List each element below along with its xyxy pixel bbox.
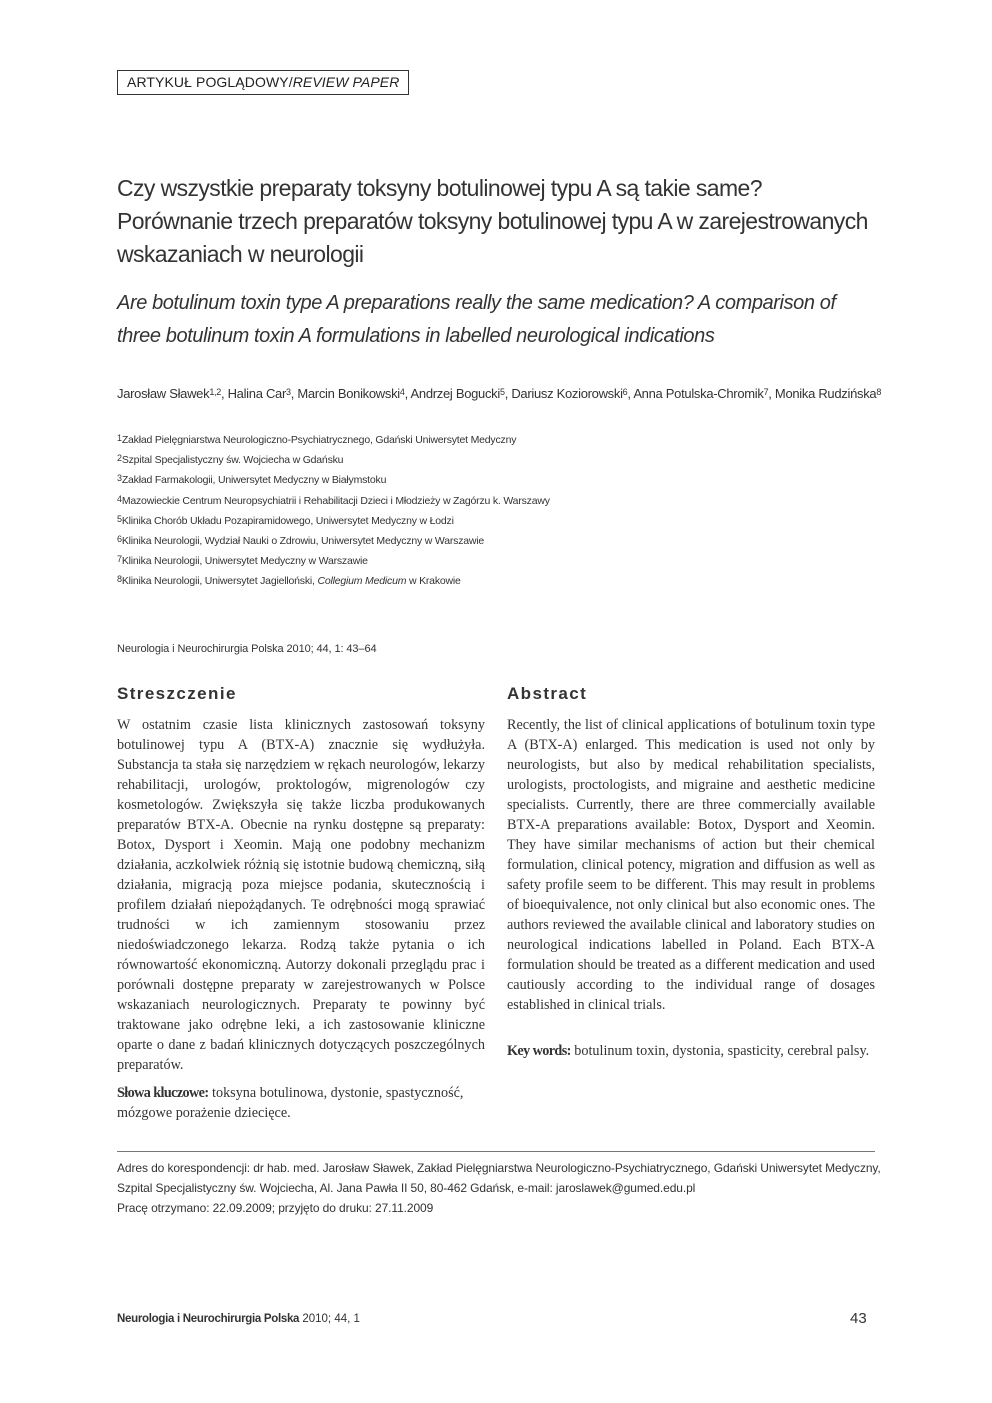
affiliation-item bbox=[117, 430, 877, 450]
author-separator: , bbox=[220, 386, 228, 401]
affiliation-number: 5 bbox=[117, 513, 122, 524]
author-affiliation-mark: 8 bbox=[876, 387, 882, 397]
affiliation-number: 1 bbox=[117, 433, 122, 443]
author-name: Marcin Bonikowski bbox=[297, 386, 400, 401]
correspondence-line-3: Pracę otrzymano: 22.09.2009; przyjęto do druku: 27.11.2009 bbox=[117, 1201, 434, 1215]
affiliation-list bbox=[117, 430, 877, 592]
author-separator: , bbox=[768, 386, 775, 401]
divider bbox=[117, 1151, 875, 1152]
affiliation-item bbox=[117, 470, 877, 490]
correspondence-line-2: Szpital Specjalistyczny św. Wojciecha, Al. Jana Pawła II 50, 80-462 Gdańsk, e-mail: jaroslawek@gumed.edu.pl bbox=[117, 1181, 696, 1195]
streszczenie-body: W ostatnim czasie lista klinicznych zastosowań toksyny botulinowej typu A (BTX-A) znacznie się wydłużyła. Substancja ta stała się narzędziem w rękach neurologów, lekarzy rehabilitacji, urologów, proktologów, migrenologów czy kosmetologów. Zwiększyła się także liczba produkowanych preparatów BTX-A. Obecnie na rynku dostępne są preparaty: Botox, Dysport i Xeomin. Mają one podobny mechanizm działania, aczkolwiek różnią się istotnie budową chemiczną, siłą działania, migracją poza miejsce podania, skutecznością i profilem działań niepożądanych. Te odrębności mogą sprawiać trudności w ich zamiennym stosowaniu przez niedoświadczonego lekarza. Rodzą także pytania o ich równowartość ekonomiczną. Autorzy dokonali przeglądu prac i porównali dostępne preparaty w zarejestrowanych w Polsce wskazaniach neurologicznych. Preparaty te powinny być traktowane jako odrębne leki, a ich zastosowanie kliniczne oparte o dane z badań klinicznych dotyczących poszczególnych preparatów. bbox=[117, 717, 485, 1073]
page-number: 43 bbox=[850, 1310, 867, 1327]
author-affiliation-mark: 7 bbox=[763, 387, 769, 397]
keywords-english-label: Key words: bbox=[507, 1043, 571, 1059]
affiliation-number: 6 bbox=[117, 534, 122, 545]
author-affiliation-mark: 5 bbox=[499, 387, 505, 397]
section-tag-regular: ARTYKUŁ POGLĄDOWY/ bbox=[127, 74, 293, 90]
affiliation-text: Klinika Neurologii, Uniwersytet Medyczny w Warszawie bbox=[121, 555, 368, 568]
author-affiliation-mark: 1,2 bbox=[209, 387, 221, 397]
affiliation-number: 3 bbox=[117, 473, 122, 484]
author-name: Jarosław Sławek bbox=[117, 386, 210, 401]
author-affiliation-mark: 4 bbox=[399, 387, 405, 397]
affiliation-number: 7 bbox=[117, 554, 122, 565]
keywords-polish-text: toksyna botulinowa, dystonie, spastyczność, mózgowe porażenie dziecięce. bbox=[117, 1085, 464, 1121]
streszczenie-heading: Streszczenie bbox=[117, 684, 237, 703]
affiliation-text: Klinika Neurologii, Wydział Nauki o Zdrowiu, Uniwersytet Medyczny w Warszawie bbox=[121, 535, 485, 548]
keywords-polish bbox=[117, 1083, 485, 1123]
citation: Neurologia i Neurochirurgia Polska 2010; 44, 1: 43–64 bbox=[117, 643, 377, 655]
author-name: Anna Potulska-Chromik bbox=[633, 386, 764, 401]
abstract-body: Recently, the list of clinical applications of botulinum toxin type A (BTX-A) enlarged. This medication is used not only by neurologists, but also by medical rehabilitation specialists, urologists, proctologists, and migraine and aesthetic medicine specialists. Currently, there are three commercially available BTX-A preparations available: Botox, Dysport and Xeomin. They have similar mechanisms of action but their chemical formulation, clinical potency, migration and diffusion as well as safety profile seem to be different. This may result in problems of bioequivalence, not only clinical but also economic ones. The authors reviewed the available clinical and laboratory studies on neurological indications labelled in Poland. Each BTX-A formulation should be treated as a different medication and used cautiously according to the individual range of dosages established in clinical trials. bbox=[507, 717, 875, 1013]
author-separator: , bbox=[504, 386, 512, 401]
footer-journal bbox=[117, 1313, 360, 1325]
affiliation-number: 8 bbox=[117, 574, 122, 585]
affiliation-number: 2 bbox=[117, 453, 122, 464]
author-affiliation-mark: 3 bbox=[286, 387, 291, 397]
keywords-polish-label: Słowa kluczowe: bbox=[117, 1085, 209, 1101]
affiliation-text: Klinika Neurologii, Uniwersytet Jagielloński, bbox=[121, 575, 318, 588]
affiliation-item bbox=[117, 551, 877, 571]
keywords-english bbox=[507, 1041, 882, 1061]
author-separator: , bbox=[290, 386, 298, 401]
affiliation-item bbox=[117, 511, 877, 531]
section-tag-italic: REVIEW PAPER bbox=[292, 74, 400, 90]
correspondence-line-1: Adres do korespondencji: dr hab. med. Jarosław Sławek, Zakład Pielęgniarstwa Neurologiczno-Psychiatrycznego, Gdański Uniwersytet Medyczny, bbox=[117, 1161, 881, 1175]
correspondence bbox=[117, 1158, 887, 1218]
author-separator: , bbox=[404, 386, 411, 401]
affiliation-item bbox=[117, 571, 877, 591]
affiliation-italic: Collegium Medicum bbox=[317, 575, 407, 588]
author-name: Dariusz Koziorowski bbox=[511, 386, 623, 401]
author-name: Andrzej Bogucki bbox=[410, 386, 500, 401]
affiliation-text-after: w Krakowie bbox=[406, 575, 461, 588]
abstract-heading: Abstract bbox=[507, 684, 588, 703]
title-polish: Czy wszystkie preparaty toksyny botulinowej typu A są takie same? Porównanie trzech preparatów toksyny botulinowej typu A w zarejestrowanych wskazaniach w neurologii bbox=[117, 175, 868, 267]
author-separator: , bbox=[627, 386, 634, 401]
author-name: Monika Rudzińska bbox=[774, 386, 877, 401]
affiliation-item bbox=[117, 531, 877, 551]
author-name: Halina Car bbox=[227, 386, 286, 401]
affiliation-number: 4 bbox=[117, 493, 122, 504]
footer-journal-issue: 2010; 44, 1 bbox=[299, 1313, 360, 1325]
affiliation-text: Zakład Pielęgniarstwa Neurologiczno-Psychiatrycznego, Gdański Uniwersytet Medyczny bbox=[121, 434, 517, 446]
keywords-english-text: botulinum toxin, dystonia, spasticity, cerebral palsy. bbox=[570, 1043, 870, 1059]
author-affiliation-mark: 6 bbox=[622, 387, 628, 397]
affiliation-item bbox=[117, 450, 877, 470]
affiliation-text: Szpital Specjalistyczny św. Wojciecha w Gdańsku bbox=[121, 454, 344, 467]
affiliation-item bbox=[117, 491, 877, 511]
footer-journal-name: Neurologia i Neurochirurgia Polska bbox=[117, 1313, 300, 1325]
affiliation-text: Mazowieckie Centrum Neuropsychiatrii i Rehabilitacji Dzieci i Młodzieży w Zagórzu k. Warszawy bbox=[121, 494, 550, 507]
affiliation-text: Klinika Chorób Układu Pozapiramidowego, Uniwersytet Medyczny w Łodzi bbox=[121, 514, 454, 527]
author-list bbox=[117, 385, 887, 403]
affiliation-text: Zakład Farmakologii, Uniwersytet Medyczny w Białymstoku bbox=[121, 474, 387, 487]
section-tag bbox=[117, 70, 409, 95]
title-english: Are botulinum toxin type A preparations really the same medication? A comparison of three botulinum toxin A formulations in labelled neurological indications bbox=[117, 292, 836, 347]
